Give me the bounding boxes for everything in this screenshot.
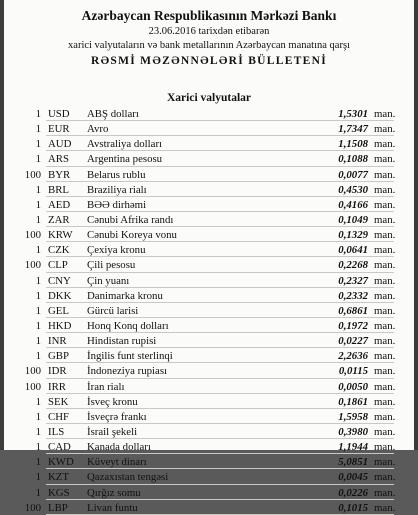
code-cell: LBP — [48, 501, 68, 514]
unit-cell: 1 — [35, 138, 41, 151]
code-cell: GBP — [48, 350, 70, 363]
rate-cell: 0,1972 — [338, 319, 368, 332]
rate-cell: 0,6861 — [338, 304, 368, 317]
code-cell: KGS — [48, 486, 70, 499]
currency-cell: man. — [374, 365, 396, 378]
unit-cell: 1 — [35, 183, 41, 196]
rate-cell: 0,1861 — [338, 395, 368, 408]
name-cell: Qırğız somu — [87, 486, 141, 499]
name-cell: Çin yuanı — [87, 274, 130, 287]
name-cell: İsveçrə frankı — [87, 410, 147, 423]
unit-cell: 1 — [35, 410, 41, 423]
currency-cell: man. — [374, 319, 396, 332]
rate-row — [4, 318, 414, 333]
unit-cell: 100 — [24, 365, 41, 378]
rate-cell: 0,3980 — [338, 425, 368, 438]
name-cell: İngilis funt sterlinqi — [87, 350, 173, 363]
currency-cell: man. — [374, 108, 396, 120]
unit-cell: 100 — [24, 380, 41, 393]
rate-row — [4, 333, 414, 348]
rate-cell: 0,2327 — [338, 274, 368, 287]
unit-cell: 1 — [35, 335, 41, 348]
rate-cell: 0,2268 — [338, 259, 368, 272]
rate-row — [4, 424, 414, 439]
rate-row — [4, 227, 414, 242]
effective-date: 23.06.2016 tarixdən etibarən — [148, 26, 270, 37]
rate-row — [4, 167, 414, 182]
bulletin-subtitle: xarici valyutaların və bank metallarının Azərbaycan manatına qarşı — [68, 40, 350, 51]
rate-cell: 0,0050 — [338, 380, 368, 393]
section-title: Xarici valyutalar — [167, 92, 251, 104]
currency-cell: man. — [374, 274, 396, 287]
code-cell: USD — [48, 108, 70, 120]
currency-cell: man. — [374, 229, 396, 242]
unit-cell: 1 — [35, 471, 41, 484]
rate-cell: 0,0227 — [338, 335, 368, 348]
name-cell: İran rialı — [87, 380, 125, 393]
rate-cell: 0,0045 — [338, 471, 368, 484]
unit-cell: 1 — [35, 441, 41, 454]
code-cell: DKK — [48, 289, 72, 302]
currency-cell: man. — [374, 425, 396, 438]
name-cell: Belarus rublu — [87, 168, 146, 181]
name-cell: ABŞ dolları — [87, 108, 139, 120]
name-cell: İndoneziya rupiası — [87, 365, 168, 378]
unit-cell: 1 — [35, 198, 41, 211]
name-cell: Çexiya kronu — [87, 244, 146, 257]
code-cell: CHF — [48, 410, 70, 423]
code-cell: CNY — [48, 274, 71, 287]
code-cell: ZAR — [48, 213, 70, 226]
code-cell: ARS — [48, 153, 70, 166]
bank-title: Azərbaycan Respublikasının Mərkəzi Bankı — [81, 8, 337, 23]
name-cell: Cənubi Afrika randı — [87, 213, 174, 226]
currency-cell: man. — [374, 456, 396, 469]
currency-cell: man. — [374, 304, 396, 317]
code-cell: AUD — [48, 138, 72, 151]
rate-row — [4, 212, 414, 227]
code-cell: BYR — [48, 168, 71, 181]
name-cell: Çili pesosu — [87, 259, 136, 272]
name-cell: Hindistan rupisi — [87, 335, 157, 348]
name-cell: Küveyt dinarı — [87, 456, 147, 469]
unit-cell: 1 — [35, 456, 41, 469]
rate-cell: 0,4530 — [338, 183, 368, 196]
name-cell: Braziliya rialı — [87, 183, 147, 196]
unit-cell: 1 — [35, 350, 41, 363]
bulletin-document — [4, 0, 414, 514]
currency-cell: man. — [374, 183, 396, 196]
name-cell: Honq Konq dolları — [87, 319, 169, 332]
name-cell: BƏƏ dirhəmi — [87, 198, 147, 211]
rate-cell: 1,5958 — [338, 410, 368, 423]
unit-cell: 1 — [35, 425, 41, 438]
rate-row — [4, 242, 414, 257]
code-cell: CZK — [48, 244, 70, 257]
rate-row — [4, 136, 414, 151]
rate-cell: 0,1049 — [338, 213, 368, 226]
rate-cell: 1,1944 — [338, 441, 368, 454]
unit-cell: 1 — [35, 395, 41, 408]
name-cell: Avro — [87, 123, 109, 136]
code-cell: IRR — [48, 380, 66, 393]
rate-cell: 0,1015 — [338, 501, 368, 514]
rate-row — [4, 439, 414, 454]
rate-row — [4, 121, 414, 136]
rate-row — [4, 106, 414, 121]
rate-row — [4, 182, 414, 197]
currency-cell: man. — [374, 471, 396, 484]
code-cell: BRL — [48, 183, 69, 196]
rate-cell: 1,7347 — [338, 123, 368, 136]
code-cell: HKD — [48, 319, 72, 332]
rate-row — [4, 379, 414, 394]
code-cell: CLP — [48, 259, 68, 272]
code-cell: KWD — [48, 456, 74, 469]
unit-cell: 100 — [24, 168, 41, 181]
name-cell: İsveç kronu — [87, 395, 138, 408]
rate-row — [4, 273, 414, 288]
name-cell: Danimarka kronu — [87, 289, 163, 302]
unit-cell: 1 — [35, 123, 41, 136]
rates-table — [4, 106, 414, 515]
code-cell: ILS — [48, 425, 65, 438]
rate-row — [4, 500, 414, 515]
unit-cell: 1 — [35, 108, 41, 120]
currency-cell: man. — [374, 501, 396, 514]
rate-row — [4, 257, 414, 272]
bulletin-heading: RƏSMİ MƏZƏNNƏLƏRİ BÜLLETENİ — [90, 55, 328, 67]
right-frame-edge — [414, 0, 418, 450]
rate-row — [4, 363, 414, 378]
rate-cell: 0,0115 — [338, 365, 368, 378]
currency-cell: man. — [374, 289, 396, 302]
rate-row — [4, 303, 414, 318]
rate-cell: 0,4166 — [338, 198, 368, 211]
rate-cell: 0,1088 — [338, 153, 368, 166]
currency-cell: man. — [374, 441, 396, 454]
code-cell: INR — [48, 335, 67, 348]
currency-cell: man. — [374, 213, 396, 226]
rate-cell: 0,2332 — [338, 289, 368, 302]
name-cell: Kanada dolları — [87, 441, 151, 454]
currency-cell: man. — [374, 138, 396, 151]
unit-cell: 1 — [35, 213, 41, 226]
unit-cell: 1 — [35, 274, 41, 287]
code-cell: EUR — [48, 123, 70, 136]
rate-row — [4, 454, 414, 469]
rate-cell: 0,1329 — [338, 229, 368, 242]
code-cell: KZT — [48, 471, 69, 484]
name-cell: Qazaxıstan tengəsi — [87, 471, 169, 484]
name-cell: İsrail şekeli — [87, 425, 138, 438]
rate-cell: 2,2636 — [338, 350, 368, 363]
rate-cell: 5,0851 — [338, 456, 368, 469]
rate-cell: 1,1508 — [338, 138, 368, 151]
rate-row — [4, 197, 414, 212]
rate-row — [4, 288, 414, 303]
currency-cell: man. — [374, 153, 396, 166]
currency-cell: man. — [374, 350, 396, 363]
currency-cell: man. — [374, 168, 396, 181]
rate-row — [4, 469, 414, 484]
code-cell: IDR — [48, 365, 67, 378]
rate-cell: 0,0077 — [338, 168, 368, 181]
unit-cell: 100 — [24, 501, 41, 514]
code-cell: GEL — [48, 304, 69, 317]
currency-cell: man. — [374, 123, 396, 136]
code-cell: AED — [48, 198, 71, 211]
currency-cell: man. — [374, 259, 396, 272]
currency-cell: man. — [374, 395, 396, 408]
code-cell: CAD — [48, 441, 71, 454]
unit-cell: 100 — [24, 259, 41, 272]
currency-cell: man. — [374, 410, 396, 423]
unit-cell: 1 — [35, 289, 41, 302]
rate-row — [4, 485, 414, 500]
rate-row — [4, 394, 414, 409]
unit-cell: 1 — [35, 153, 41, 166]
name-cell: Livan funtu — [87, 501, 138, 514]
rate-row — [4, 409, 414, 424]
unit-cell: 1 — [35, 244, 41, 257]
rate-row — [4, 151, 414, 166]
rate-cell: 0,0226 — [338, 486, 368, 499]
name-cell: Avstraliya dolları — [87, 138, 163, 151]
name-cell: Gürcü larisi — [87, 304, 139, 317]
currency-cell: man. — [374, 198, 396, 211]
rate-row — [4, 348, 414, 363]
unit-cell: 1 — [35, 304, 41, 317]
unit-cell: 1 — [35, 486, 41, 499]
unit-cell: 1 — [35, 319, 41, 332]
name-cell: Cənubi Koreya vonu — [87, 229, 177, 242]
currency-cell: man. — [374, 486, 396, 499]
code-cell: SEK — [48, 395, 69, 408]
rate-cell: 1,5301 — [338, 108, 368, 120]
unit-cell: 100 — [24, 229, 41, 242]
currency-cell: man. — [374, 244, 396, 257]
currency-cell: man. — [374, 380, 396, 393]
name-cell: Argentina pesosu — [87, 153, 163, 166]
code-cell: KRW — [48, 229, 73, 242]
rate-cell: 0,0641 — [338, 244, 368, 257]
currency-cell: man. — [374, 335, 396, 348]
